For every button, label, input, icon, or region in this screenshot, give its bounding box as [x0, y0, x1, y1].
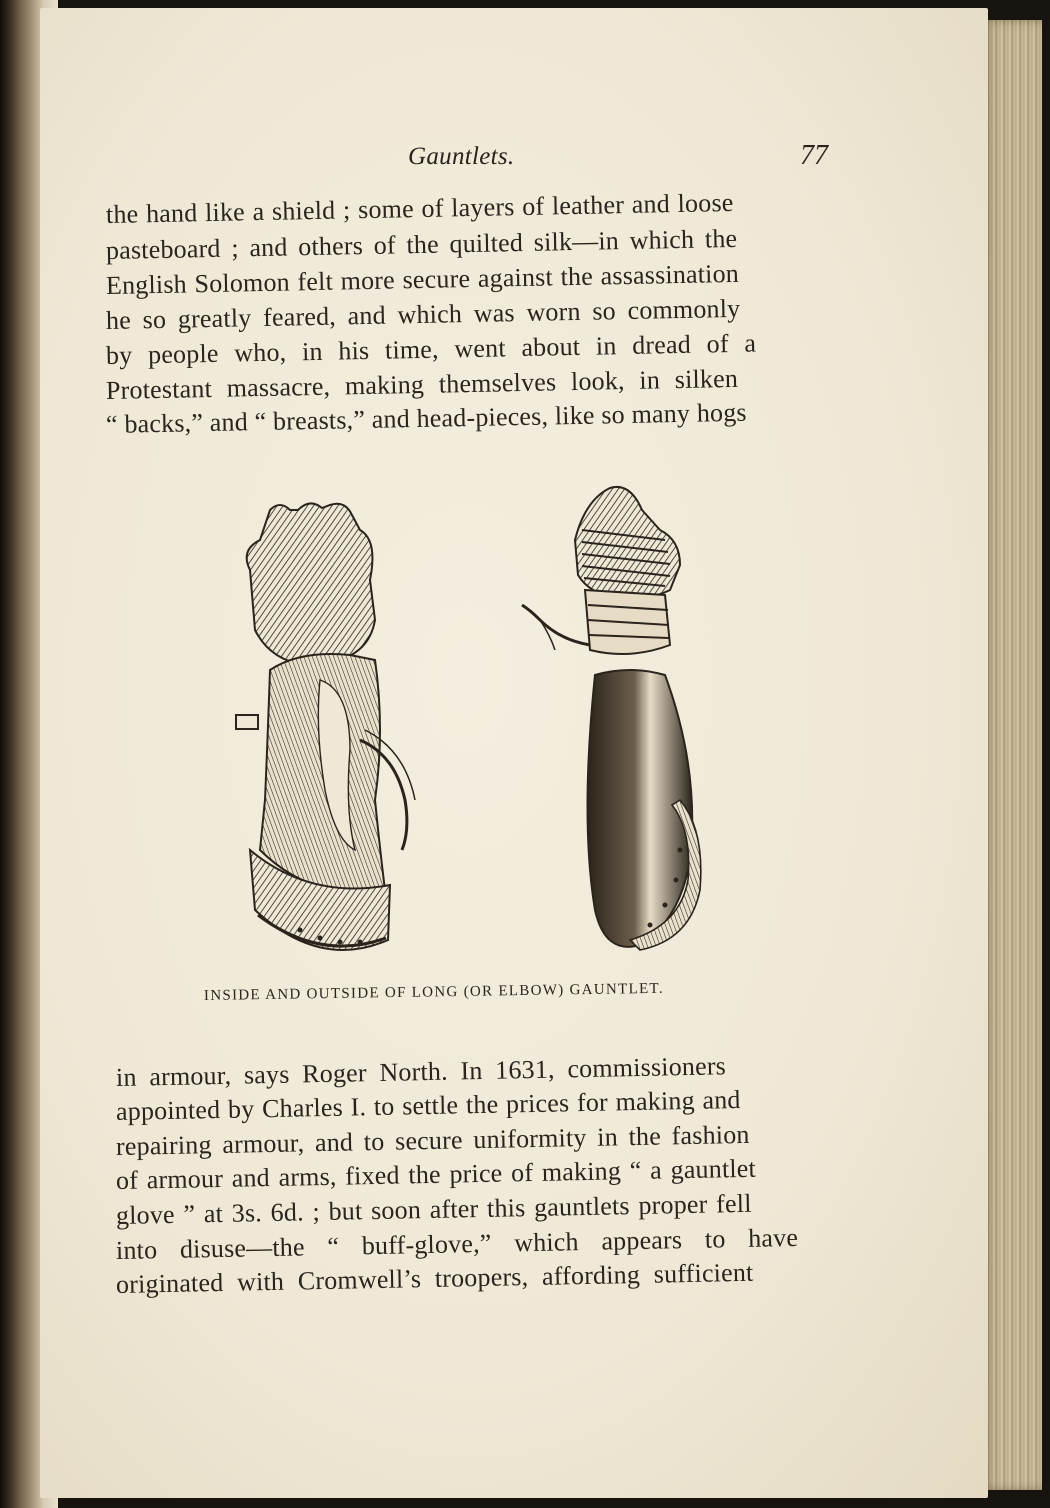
text-line: Protestant massacre, making themselves look, in silken: [105, 363, 739, 405]
text-line: “ backs,” and “ breasts,” and head-pieces, like so many hogs: [105, 397, 747, 439]
text-line: the hand like a shield ; some of layers of leather and loose: [105, 187, 734, 229]
running-header-title: Gauntlets.: [408, 143, 515, 170]
figure-caption: INSIDE AND OUTSIDE OF LONG (OR ELBOW) GAUNTLET.: [203, 980, 665, 1004]
page-number: 77: [800, 140, 828, 171]
outside-gauntlet-drawing: [522, 487, 701, 950]
text-line: into disuse—the “ buff-glove,” which appears to have: [115, 1222, 799, 1265]
text-line: of armour and arms, fixed the price of making “ a gauntlet: [115, 1153, 757, 1195]
text-line: originated with Cromwell’s troopers, affording sufficient: [115, 1257, 754, 1299]
text-line: by people who, in his time, went about in dread of a: [105, 328, 757, 370]
page-edges: [982, 20, 1042, 1490]
text-line: English Solomon felt more secure against the assassination: [105, 258, 740, 300]
text-line: he so greatly feared, and which was worn so commonly: [105, 293, 741, 335]
inside-gauntlet-drawing: [236, 503, 415, 950]
text-line: glove ” at 3s. 6d. ; but soon after this gauntlets proper fell: [115, 1188, 752, 1230]
gauntlet-illustration: [210, 470, 770, 980]
text-line: appointed by Charles I. to settle the prices for making and: [115, 1085, 741, 1126]
text-line: pasteboard ; and others of the quilted silk—in which the: [105, 223, 738, 265]
text-line: in armour, says Roger North. In 1631, commissioners: [115, 1051, 727, 1092]
text-line: repairing armour, and to secure uniformity in the fashion: [115, 1119, 750, 1161]
